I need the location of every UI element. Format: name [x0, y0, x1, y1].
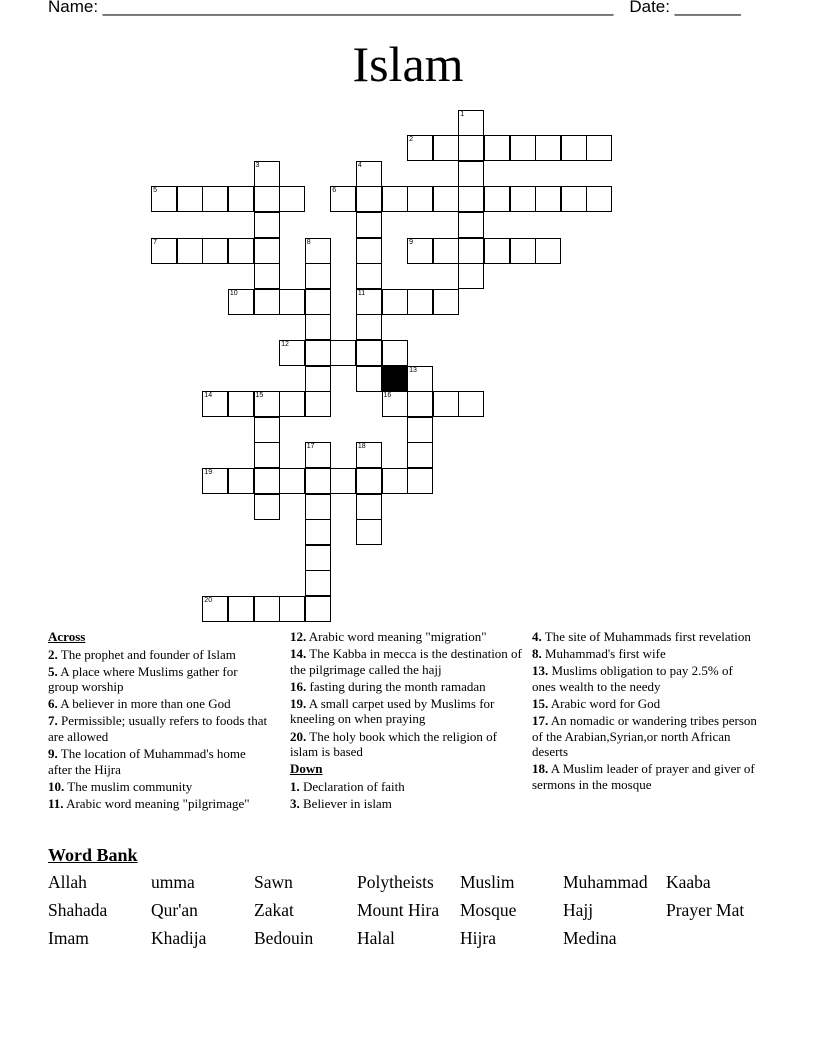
grid-cell[interactable] — [458, 263, 484, 289]
word-bank-word: Muslim — [460, 872, 515, 892]
grid-cell[interactable] — [356, 238, 382, 264]
clue-text: A Muslim leader of prayer and giver of sermons in the mosque — [532, 761, 755, 792]
grid-cell[interactable] — [177, 186, 203, 212]
grid-cell[interactable] — [382, 468, 408, 494]
clue-number-label: 18. — [532, 761, 549, 777]
clue-number-label: 13. — [532, 663, 549, 679]
word-bank-word: Hajj — [563, 900, 594, 920]
clue-number: 15 — [255, 392, 264, 400]
clue-text: Arabic word meaning "pilgrimage" — [63, 795, 250, 811]
grid-cell[interactable] — [177, 238, 203, 264]
grid-cell[interactable] — [458, 186, 484, 212]
clue-item — [290, 679, 522, 695]
grid-cell[interactable] — [356, 161, 382, 187]
grid-cell[interactable] — [305, 263, 331, 289]
grid-cell[interactable] — [305, 391, 331, 417]
grid-cell[interactable] — [330, 340, 356, 366]
word-bank-word: Allah — [48, 872, 87, 892]
grid-cell[interactable] — [305, 442, 331, 468]
grid-cell[interactable] — [356, 186, 382, 212]
grid-cell[interactable] — [484, 238, 510, 264]
grid-cell[interactable] — [458, 238, 484, 264]
grid-cell[interactable] — [433, 135, 459, 161]
word-bank-word: Prayer Mat — [666, 900, 745, 920]
clue-number: 4 — [357, 161, 362, 169]
clue-number-label: 7. — [48, 713, 58, 729]
word-bank-word: Bedouin — [254, 928, 314, 948]
grid-cell[interactable] — [356, 519, 382, 545]
grid-cell[interactable] — [305, 340, 331, 366]
word-bank-word: Qur'an — [151, 900, 198, 920]
clue-number: 3 — [255, 161, 260, 169]
grid-cell[interactable] — [254, 161, 280, 187]
clue-number: 17 — [306, 443, 315, 451]
clue-text: A place where Muslims gather for group worship — [48, 663, 238, 695]
grid-cell[interactable] — [458, 135, 484, 161]
grid-cell[interactable] — [561, 135, 587, 161]
date-field[interactable]: Date: _______ — [629, 0, 741, 16]
clue-number-label: 4. — [532, 629, 542, 644]
grid-cell[interactable] — [305, 238, 331, 264]
clue-number: 5 — [153, 187, 157, 195]
grid-cell[interactable] — [305, 494, 331, 520]
grid-cell[interactable] — [228, 186, 254, 212]
grid-cell[interactable] — [407, 238, 433, 264]
clue-number: 11 — [357, 289, 366, 297]
grid-cell[interactable] — [407, 366, 433, 392]
word-bank-title: Word Bank — [48, 845, 138, 865]
grid-cell[interactable] — [356, 366, 382, 392]
clue-number: 13 — [409, 366, 417, 374]
grid-cell[interactable] — [458, 212, 484, 238]
grid-cell[interactable] — [202, 238, 228, 264]
grid-cell[interactable] — [433, 391, 459, 417]
grid-cell[interactable] — [407, 289, 433, 315]
word-bank-word: Hijra — [460, 928, 496, 948]
grid-cell[interactable] — [254, 238, 280, 264]
grid-cell[interactable] — [254, 417, 280, 443]
grid-cell[interactable] — [407, 186, 433, 212]
clue-item — [532, 663, 758, 694]
grid-cell[interactable] — [254, 289, 280, 315]
grid-cell[interactable] — [254, 468, 280, 494]
clue-text: Believer in islam — [299, 795, 392, 811]
clue-number: 10 — [229, 289, 238, 297]
clues-column-1 — [48, 629, 268, 813]
clue-item — [48, 713, 268, 744]
grid-black-cell — [382, 366, 408, 392]
grid-cell[interactable] — [151, 238, 177, 264]
word-bank-word: umma — [151, 872, 195, 892]
word-bank-word: Mosque — [460, 900, 517, 920]
grid-cell[interactable] — [254, 263, 280, 289]
clue-number-label: 16. — [290, 678, 307, 694]
grid-cell[interactable] — [407, 442, 433, 468]
grid-cell[interactable] — [356, 494, 382, 520]
grid-cell[interactable] — [330, 468, 356, 494]
clue-item — [290, 646, 522, 677]
clue-number: 16 — [383, 392, 392, 400]
grid-cell[interactable] — [382, 186, 408, 212]
grid-cell[interactable] — [305, 570, 331, 596]
grid-cell[interactable] — [433, 186, 459, 212]
clue-number: 2 — [409, 136, 413, 144]
clue-number-label: 17. — [532, 712, 549, 728]
grid-cell[interactable] — [305, 519, 331, 545]
clue-section-heading: Down — [290, 761, 323, 777]
clue-text: The prophet and founder of Islam — [57, 646, 236, 662]
grid-cell[interactable] — [254, 186, 280, 212]
grid-cell[interactable] — [535, 135, 561, 161]
grid-cell[interactable] — [586, 135, 612, 161]
grid-cell[interactable] — [356, 442, 382, 468]
grid-cell[interactable] — [510, 238, 536, 264]
grid-cell[interactable] — [228, 289, 254, 315]
clue-item — [532, 646, 758, 662]
clue-number-label: 3. — [290, 795, 300, 811]
grid-cell[interactable] — [356, 212, 382, 238]
grid-cell[interactable] — [151, 186, 177, 212]
grid-cell[interactable] — [382, 289, 408, 315]
grid-cell[interactable] — [254, 391, 280, 417]
clue-number-label: 5. — [48, 663, 58, 679]
grid-cell[interactable] — [279, 596, 305, 622]
clue-number-label: 2. — [48, 646, 58, 662]
grid-cell[interactable] — [535, 238, 561, 264]
grid-cell[interactable] — [202, 468, 228, 494]
clue-number: 14 — [204, 392, 213, 400]
clue-text: Muslims obligation to pay 2.5% of ones wealth to the needy — [532, 663, 733, 694]
clue-number-label: 19. — [290, 695, 307, 711]
grid-cell[interactable] — [356, 468, 382, 494]
clue-number: 12 — [281, 340, 289, 348]
clue-item — [532, 713, 758, 760]
clue-number: 7 — [153, 238, 157, 246]
grid-cell[interactable] — [407, 135, 433, 161]
clue-text: The holy book which the religion of islam is based — [290, 728, 498, 760]
clue-text: The site of Muhammads first revelation — [541, 629, 751, 644]
grid-cell[interactable] — [305, 366, 331, 392]
clue-item — [48, 647, 268, 663]
word-bank-word: Medina — [563, 928, 617, 948]
clue-number: 8 — [306, 238, 311, 246]
grid-cell[interactable] — [279, 186, 305, 212]
clue-text: Arabic word for God — [548, 695, 661, 711]
grid-cell[interactable] — [356, 263, 382, 289]
clue-number-label: 10. — [48, 778, 65, 794]
word-bank-word: Imam — [48, 928, 89, 948]
page-title: Islam — [352, 36, 464, 92]
grid-cell[interactable] — [254, 494, 280, 520]
word-bank-word: Polytheists — [357, 872, 434, 892]
clue-number: 6 — [332, 187, 337, 195]
clue-number: 20 — [204, 596, 213, 604]
grid-cell[interactable] — [510, 135, 536, 161]
clue-item — [532, 696, 758, 712]
clues-column-3 — [532, 629, 758, 794]
clue-number: 1 — [460, 110, 465, 118]
grid-cell[interactable] — [356, 314, 382, 340]
clue-number: 9 — [409, 238, 413, 246]
clue-number-label: 14. — [290, 646, 307, 662]
clue-number-label: 15. — [532, 695, 549, 711]
grid-cell[interactable] — [279, 468, 305, 494]
grid-cell[interactable] — [279, 391, 305, 417]
clue-item — [48, 746, 268, 777]
clue-text: Muhammad's first wife — [541, 646, 666, 662]
clue-text: The location of Muhammad's home after the Hijra — [48, 746, 246, 777]
clue-item — [48, 664, 268, 695]
clue-item — [290, 729, 522, 760]
clue-number-label: 9. — [48, 746, 58, 762]
word-bank-word: Zakat — [254, 900, 294, 920]
grid-cell[interactable] — [228, 596, 254, 622]
grid-cell[interactable] — [382, 391, 408, 417]
grid-cell[interactable] — [330, 186, 356, 212]
clue-text: Permissible; usually refers to foods that are allowed — [48, 713, 268, 745]
grid-cell[interactable] — [433, 289, 459, 315]
grid-cell[interactable] — [535, 186, 561, 212]
grid-cell[interactable] — [228, 391, 254, 417]
clue-item — [532, 761, 758, 792]
word-bank-word: Muhammad — [563, 872, 648, 892]
clue-text: The muslim community — [64, 778, 193, 794]
grid-cell[interactable] — [458, 110, 484, 136]
clue-item — [290, 696, 522, 727]
grid-cell[interactable] — [561, 186, 587, 212]
grid-cell[interactable] — [356, 289, 382, 315]
clue-number-label: 20. — [290, 728, 307, 744]
name-field[interactable]: Name: ______________________________________________________ — [48, 0, 614, 16]
clue-text: Arabic word meaning "migration" — [306, 629, 487, 644]
grid-cell[interactable] — [407, 468, 433, 494]
clue-text: fasting during the month ramadan — [306, 678, 486, 694]
grid-cell[interactable] — [305, 596, 331, 622]
grid-cell[interactable] — [458, 161, 484, 187]
clue-number-label: 12. — [290, 629, 307, 644]
grid-cell[interactable] — [305, 468, 331, 494]
grid-cell[interactable] — [228, 238, 254, 264]
grid-cell[interactable] — [484, 135, 510, 161]
grid-cell[interactable] — [254, 596, 280, 622]
clue-text: An nomadic or wandering tribes person of the Arabian,Syrian,or north African deserts — [532, 712, 757, 760]
clue-number-label: 1. — [290, 778, 300, 794]
clue-item — [290, 796, 522, 812]
clue-text: The Kabba in mecca is the destination of the pilgrimage called the hajj — [290, 646, 522, 677]
clue-item — [48, 779, 268, 795]
grid-cell[interactable] — [254, 212, 280, 238]
grid-cell[interactable] — [510, 186, 536, 212]
grid-cell[interactable] — [202, 391, 228, 417]
grid-cell[interactable] — [356, 340, 382, 366]
grid-cell[interactable] — [254, 442, 280, 468]
grid-cell[interactable] — [279, 289, 305, 315]
clue-number-label: 8. — [532, 646, 542, 662]
word-bank-word: Kaaba — [666, 872, 711, 892]
clue-item — [290, 779, 522, 795]
clue-section-heading: Across — [48, 629, 86, 644]
word-bank-word: Halal — [357, 928, 395, 948]
grid-cell[interactable] — [305, 314, 331, 340]
clue-number-label: 6. — [48, 696, 58, 712]
grid-cell[interactable] — [433, 238, 459, 264]
clues-column-2 — [290, 629, 522, 813]
clue-item — [48, 796, 268, 812]
grid-cell[interactable] — [382, 340, 408, 366]
grid-cell[interactable] — [407, 391, 433, 417]
grid-cell[interactable] — [407, 417, 433, 443]
word-bank-word: Shahada — [48, 900, 108, 920]
grid-cell[interactable] — [202, 186, 228, 212]
clue-text: A small carpet used by Muslims for kneeling on when praying — [290, 695, 495, 727]
clue-item — [290, 629, 522, 645]
grid-cell[interactable] — [305, 545, 331, 571]
word-bank-word: Khadija — [151, 928, 207, 948]
grid-cell[interactable] — [228, 468, 254, 494]
clue-item — [48, 696, 268, 712]
clue-number: 19 — [204, 468, 213, 476]
word-bank-word: Sawn — [254, 872, 293, 892]
clue-number-label: 11. — [48, 795, 64, 811]
clue-text: Declaration of faith — [299, 778, 405, 794]
grid-cell[interactable] — [279, 340, 305, 366]
grid-cell[interactable] — [305, 289, 331, 315]
grid-cell[interactable] — [586, 186, 612, 212]
clue-number: 18 — [357, 443, 366, 451]
word-bank-word: Mount Hira — [357, 900, 440, 920]
grid-cell[interactable] — [484, 186, 510, 212]
grid-cell[interactable] — [202, 596, 228, 622]
grid-cell[interactable] — [458, 391, 484, 417]
clue-item — [532, 629, 758, 645]
clue-text: A believer in more than one God — [57, 696, 231, 712]
